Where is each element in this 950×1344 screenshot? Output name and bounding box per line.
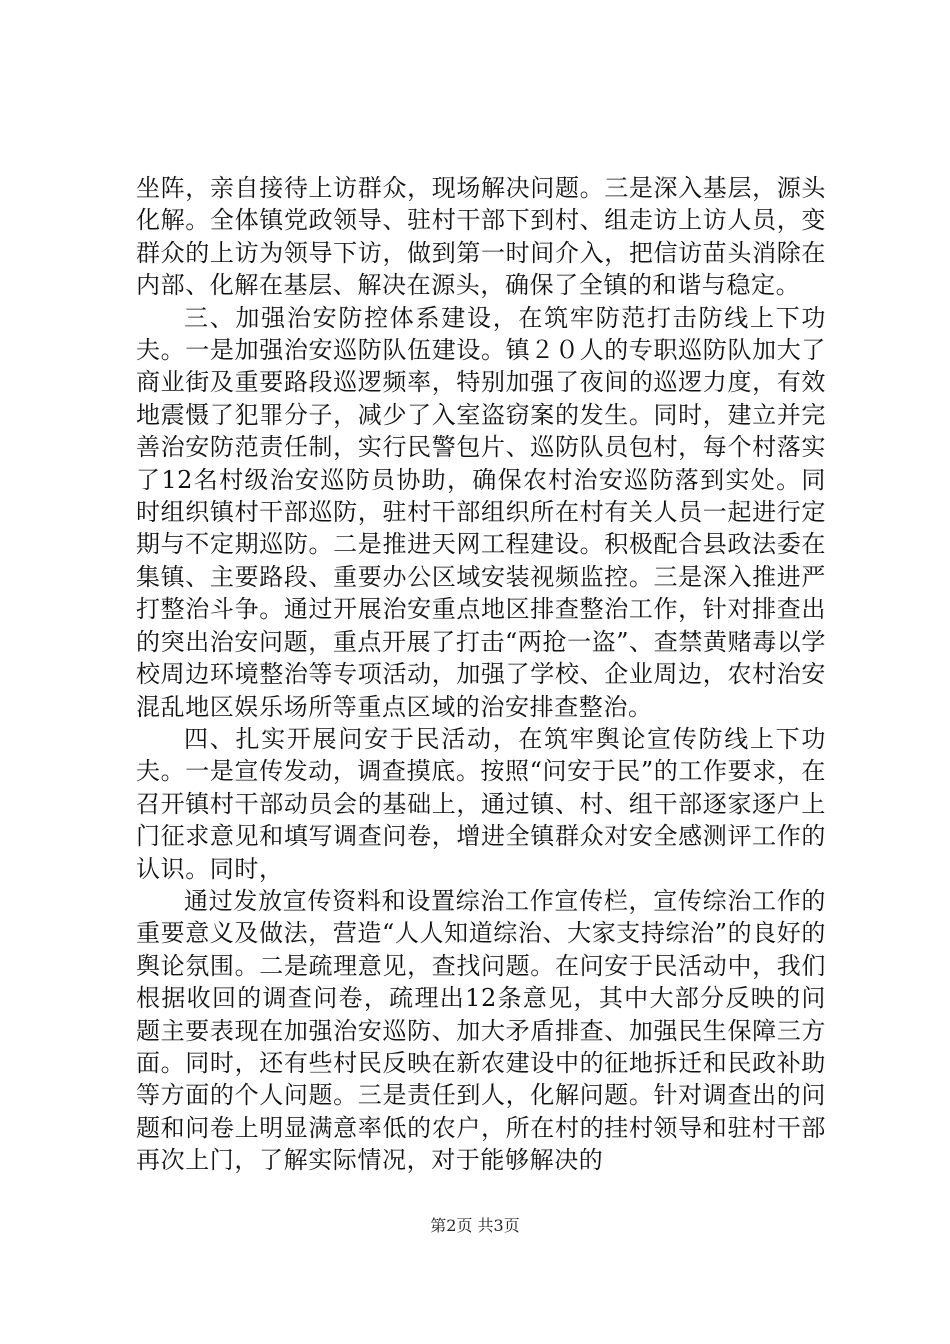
page-number: 第2页 共3页 [430,1216,520,1235]
paragraph-3: 四、扎实开展问安于民活动，在筑牢舆论宣传防线上下功夫。一是宣传发动，调查摸底。按照“问安于民”的工作要求，在召开镇村干部动员会的基础上，通过镇、村、组干部逐家逐户上门征求意见和填写调查问卷，增进全镇群众对安全感测评工作的认识。同时， [136,724,826,883]
paragraph-4: 通过发放宣传资料和设置综治工作宣传栏，宣传综治工作的重要意义及做法，营造“人人知道综治、大家支持综治”的良好的舆论氛围。二是疏理意见，查找问题。在问安于民活动中，我们根据收回的调查问卷，疏理出12条意见，其中大部分反映的问题主要表现在加强治安巡防、加大矛盾排查、加强民生保障三方面。同时，还有些村民反映在新农建设中的征地拆迁和民政补助等方面的个人问题。三是责任到人，化解问题。针对调查出的问题和问卷上明显满意率低的农户，所在村的挂村领导和驻村干部再次上门，了解实际情况，对于能够解决的 [136,886,826,1175]
paragraph-2: 三、加强治安防控体系建设，在筑牢防范打击防线上下功夫。一是加强治安巡防队伍建设。镇２０人的专职巡防队加大了商业街及重要路段巡逻频率，特别加强了夜间的巡逻力度，有效地震慑了犯罪分子，减少了入室盗窃案的发生。同时，建立并完善治安防范责任制，实行民警包片、巡防队员包村，每个村落实了12名村级治安巡防员协助，确保农村治安巡防落到实处。同时组织镇村干部巡防，驻村干部组织所在村有关人员一起进行定期与不定期巡防。二是推进天网工程建设。积极配合县政法委在集镇、主要路段、重要办公区域安装视频监控。三是深入推进严打整治斗争。通过开展治安重点地区排查整治工作，针对排查出的突出治安问题，重点开展了打击“两抢一盗”、查禁黄赌毒以学校周边环境整治等专项活动，加强了学校、企业周边，农村治安混乱地区娱乐场所等重点区域的治安排查整治。 [136,303,826,721]
page-footer [0,1216,950,1236]
document-body [136,172,826,1177]
paragraph-1: 坐阵，亲自接待上访群众，现场解决问题。三是深入基层，源头化解。全体镇党政领导、驻村干部下到村、组走访上访人员，变群众的上访为领导下访，做到第一时间介入，把信访苗头消除在内部、化解在基层、解决在源头，确保了全镇的和谐与稳定。 [136,174,826,300]
